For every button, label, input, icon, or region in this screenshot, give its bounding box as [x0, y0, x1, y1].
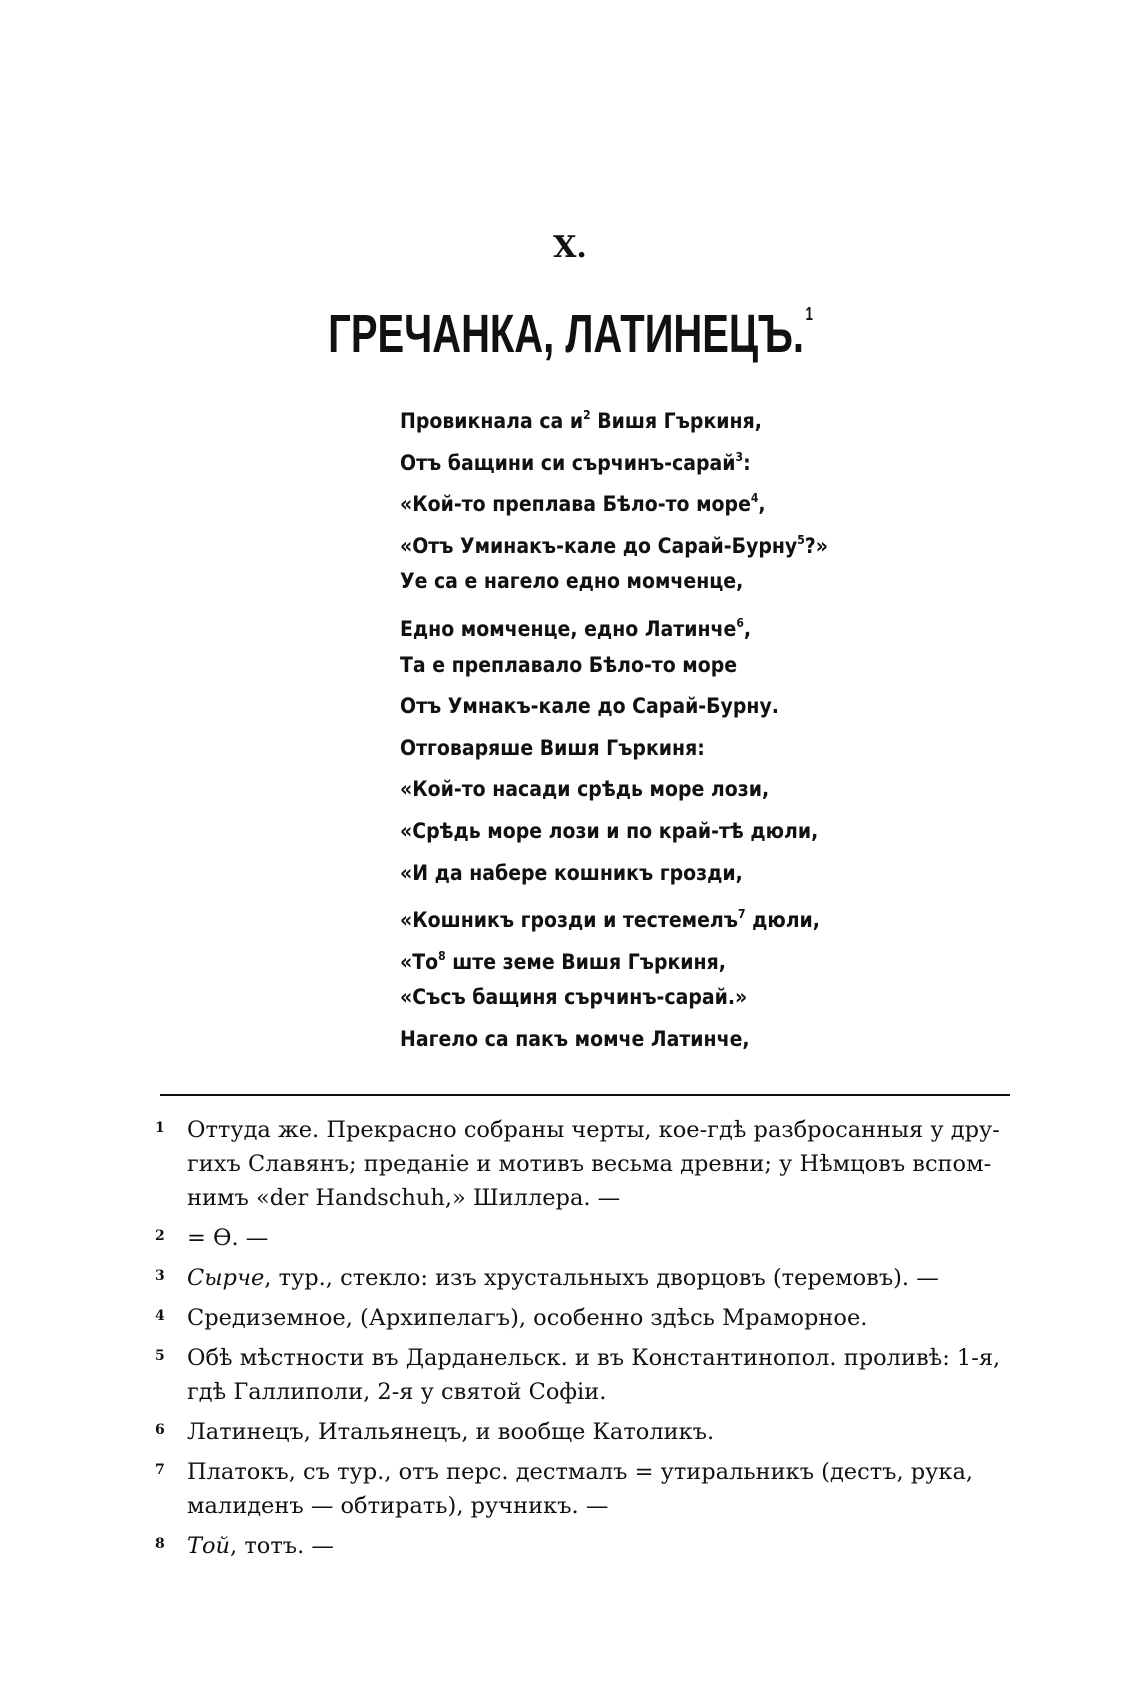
footnote [155, 1261, 1015, 1295]
footnote-line: Латинецъ, Итальянецъ, и вообще Католикъ. [187, 1419, 715, 1445]
footnote [155, 1415, 1015, 1449]
poem-title [149, 303, 993, 365]
footnote-line: гдѣ Галлиполи, 2-я у святой Софіи. [187, 1379, 607, 1405]
footnote-line: Платокъ, съ тур., отъ перс. дестмалъ = утиральникъ (дестъ, рука, [187, 1459, 974, 1485]
footnote-line: Сырче, тур., стекло: изъ хрустальныхъ дворцовъ (теремовъ). — [187, 1265, 939, 1291]
poem-line: «Кошникъ грозди и тестемелъ$^7$ дюли, [400, 907, 820, 933]
footnote-line: нимъ «der Handschuh,» Шиллера. — [187, 1185, 621, 1211]
footnotes [155, 1113, 1015, 1569]
poem-line: «Срѣдь море лози и по край-тѣ дюли, [400, 818, 819, 843]
footnote-mark: 7 [737, 907, 746, 922]
footnote [155, 1113, 1015, 1215]
footnote-number: 6 [155, 1422, 165, 1438]
footnote-mark: 3 [735, 449, 744, 464]
poem-line: Нагело са пакъ момче Латинче, [400, 1026, 750, 1051]
title-footnote-mark: 1 [805, 304, 813, 324]
footnote-number: 3 [155, 1268, 165, 1284]
footnote-line: Оттуда же. Прекрасно собраны черты, кое-гдѣ разбросанныя у дру- [187, 1117, 1000, 1143]
poem-line: «Кой-то преплава Бѣло-то море$^4$, [400, 491, 766, 517]
footnote-number: 4 [155, 1308, 165, 1324]
footnote [155, 1341, 1015, 1409]
footnote-line: = Ѳ. — [187, 1225, 269, 1251]
footnote-mark: 2 [583, 408, 591, 422]
poem-line: Отъ бащини си сърчинъ-сарай$^3$: [400, 449, 751, 475]
poem-line: Уе са е нагело едно момченце, [400, 569, 744, 594]
footnote-mark: 4 [750, 491, 759, 506]
footnote-divider [160, 1094, 1010, 1096]
footnote-number: 7 [155, 1462, 165, 1478]
footnote-mark: 8 [438, 948, 446, 963]
poem-line: «Отъ Уминакъ-кале до Сарай-Бурну$^5$?» [400, 532, 828, 558]
footnote [155, 1529, 1015, 1563]
poem-line: «Кой-то насади срѣдь море лози, [400, 777, 770, 802]
poem-line: Провикнала са $и^2$ Вишя Гъркиня, [400, 408, 762, 433]
poem-line: Та е преплавало Бѣло-то море [400, 652, 738, 677]
poem-body [400, 395, 1020, 1061]
poem-line: Едно момченце, едно Латинче$^6$, [400, 615, 752, 641]
section-numeral: X. [553, 230, 587, 265]
footnote [155, 1221, 1015, 1255]
footnote-number: 8 [155, 1536, 165, 1552]
footnote-number: 2 [155, 1228, 165, 1244]
footnote-mark: 5 [797, 532, 805, 547]
poem-line: Отговаряше Вишя Гъркиня: [400, 735, 705, 760]
poem-line: «$То^8$ ште земе Вишя Гъркиня, [400, 948, 726, 974]
footnote [155, 1301, 1015, 1335]
poem-line: «И да набере кошникъ грозди, [400, 860, 743, 885]
footnote-number: 5 [155, 1348, 165, 1364]
poem-line: Отъ Умнакъ-кале до Сарай-Бурну. [400, 694, 779, 719]
footnote-line: Средиземное, (Архипелагъ), особенно здѣсь Мраморное. [187, 1305, 868, 1331]
footnote-line: гихъ Славянъ; преданіе и мотивъ весьма древни; у Нѣмцовъ вспом- [187, 1151, 992, 1177]
poem-title-text: ГРЕЧАНКА, ЛАТИНЕЦЪ. [328, 304, 804, 364]
poem-line: «Съсъ бащиня сърчинъ-сарай.» [400, 985, 748, 1010]
footnote-number: 1 [155, 1120, 165, 1136]
footnote-line: малиденъ — обтирать), ручникъ. — [187, 1493, 609, 1519]
footnote-mark: 6 [736, 615, 744, 630]
footnote [155, 1455, 1015, 1523]
footnote-line: Обѣ мѣстности въ Дарданельск. и въ Константинопол. проливѣ: 1-я, [187, 1345, 1001, 1371]
footnote-line: Той, тотъ. — [187, 1533, 334, 1559]
